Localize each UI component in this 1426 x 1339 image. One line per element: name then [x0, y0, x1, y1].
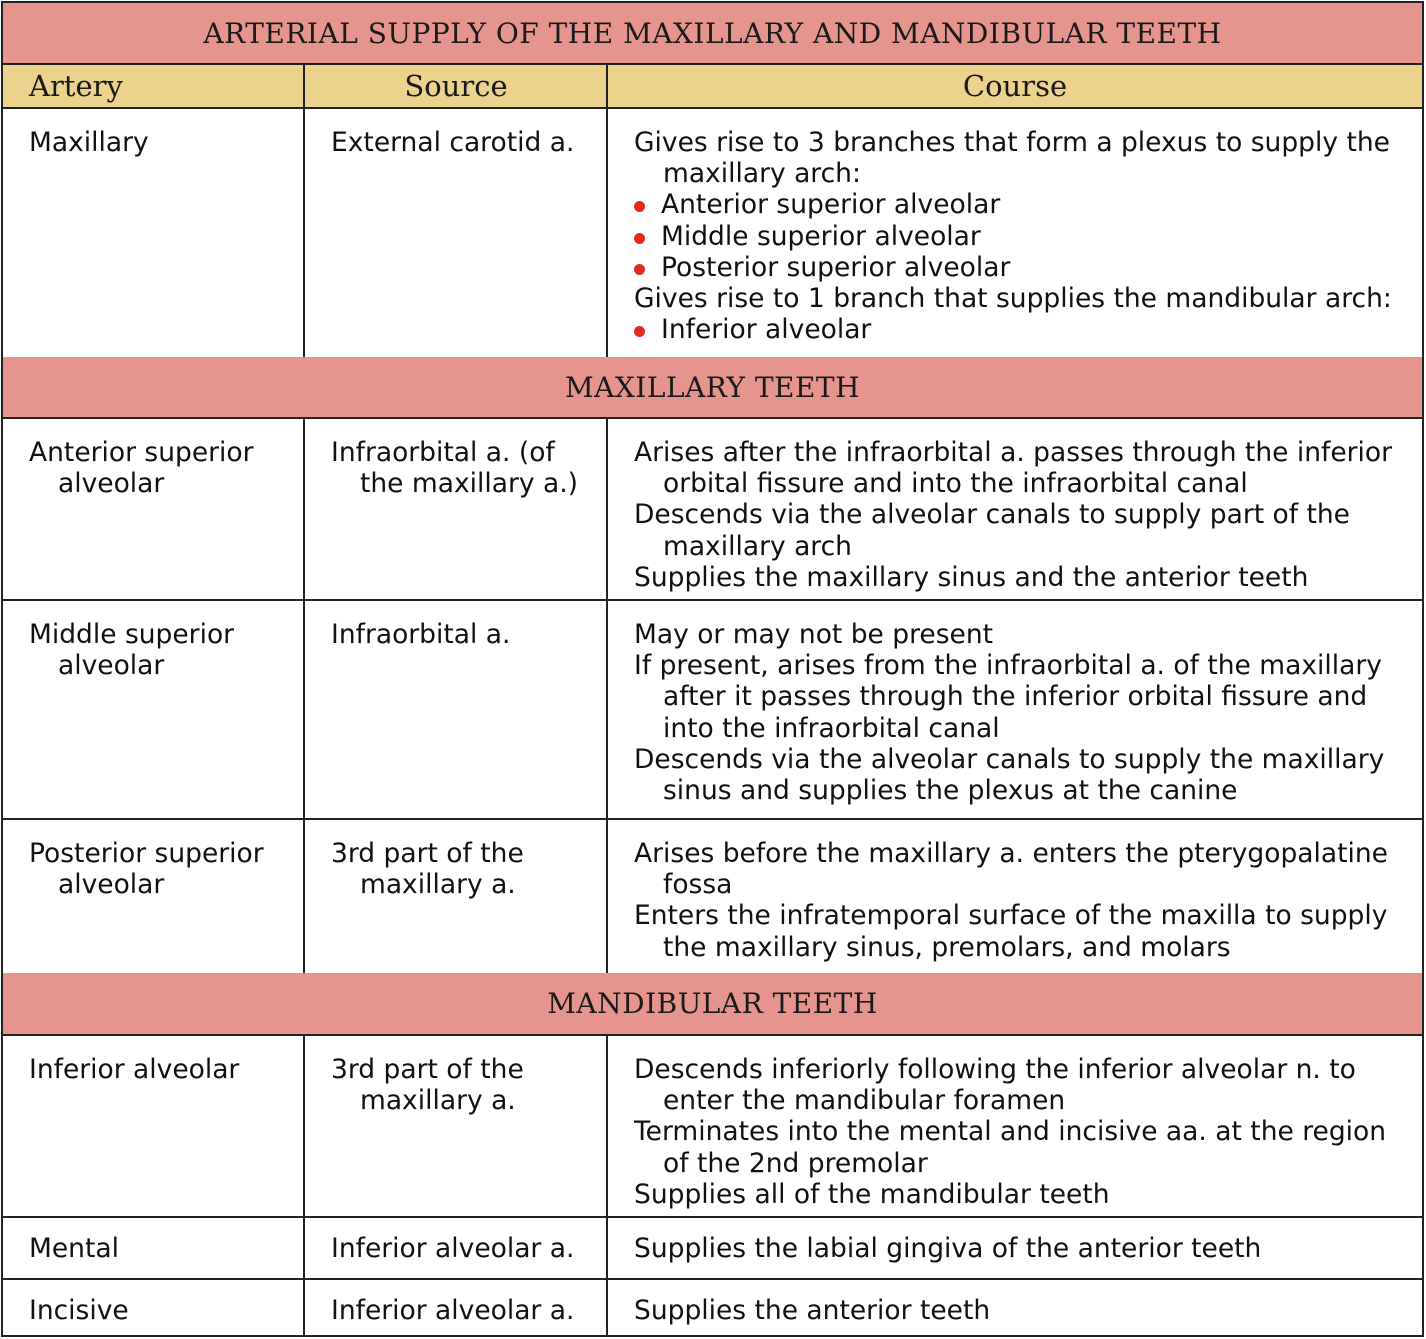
course-text: Descends via the alveolar canals to supply the maxillary sinus and supplies the plexus at the canine: [634, 743, 1385, 807]
bullet-item: Middle superior alveolar: [634, 221, 1412, 252]
section-title: MAXILLARY TEETH: [564, 370, 861, 404]
section-header-maxillary-teeth: [3, 357, 1422, 419]
cell-course: [608, 109, 1422, 357]
artery-name: Incisive: [29, 1295, 129, 1326]
artery-name: Anterior superior alveolar: [29, 437, 254, 500]
column-header-artery: Artery: [29, 69, 123, 103]
course-text: Supplies the anterior teeth: [634, 1295, 991, 1326]
table-row-maxillary: [3, 109, 1422, 359]
cell-course: [608, 820, 1422, 973]
course-text: Terminates into the mental and incisive aa. at the region of the 2nd premolar: [634, 1116, 1387, 1179]
course-text: Descends inferiorly following the inferior alveolar n. to enter the mandibular foramen: [634, 1054, 1356, 1117]
cell-source: [305, 419, 607, 599]
bullet-item: Inferior alveolar: [634, 314, 1412, 345]
column-header-row: [3, 65, 1422, 109]
table-row: [3, 1280, 1422, 1335]
cell-artery: [3, 1218, 303, 1278]
course-text: Enters the infratemporal surface of the maxilla to supply the maxillary sinus, premolars, and molars: [634, 900, 1388, 963]
bullet-dot-icon: [634, 264, 645, 275]
cell-source: [305, 1036, 607, 1216]
cell-artery: [3, 109, 303, 357]
cell-source: [305, 820, 607, 973]
cell-course: [608, 1036, 1422, 1216]
artery-source: 3rd part of the maxillary a.: [331, 838, 524, 901]
column-header-course: Course: [962, 69, 1068, 103]
bullet-item: Posterior superior alveolar: [634, 252, 1412, 283]
course-text: Arises before the maxillary a. enters the pterygopalatine fossa: [634, 838, 1388, 901]
cell-artery: [3, 601, 303, 818]
artery-name: Inferior alveolar: [29, 1054, 240, 1085]
table-title-text: ARTERIAL SUPPLY OF THE MAXILLARY AND MANDIBULAR TEETH: [203, 16, 1222, 50]
artery-source: Inferior alveolar a.: [331, 1295, 575, 1326]
cell-course: [608, 419, 1422, 599]
artery-name: Middle superior alveolar: [29, 619, 235, 682]
column-header-source: Source: [404, 69, 508, 103]
table-row: [3, 601, 1422, 820]
bullet-dot-icon: [634, 201, 645, 212]
artery-name: Posterior superior alveolar: [29, 838, 264, 901]
cell-artery: [3, 419, 303, 599]
cell-artery: [3, 1280, 303, 1335]
cell-course: [608, 1218, 1422, 1278]
artery-source: Infraorbital a. (of the maxillary a.): [331, 437, 578, 500]
cell-course: [608, 1280, 1422, 1335]
cell-source: [305, 1218, 607, 1278]
artery-name: Maxillary: [29, 127, 149, 158]
bullet-dot-icon: [634, 233, 645, 244]
artery-source: Infraorbital a.: [331, 619, 511, 650]
bullet-dot-icon: [634, 326, 645, 337]
course-text: Supplies all of the mandibular teeth: [634, 1178, 1110, 1210]
artery-name: Mental: [29, 1233, 119, 1264]
cell-artery: [3, 820, 303, 973]
course-text: Arises after the infraorbital a. passes through the inferior orbital fissure and into the infraorbital canal: [634, 437, 1392, 500]
course-text: Supplies the maxillary sinus and the anterior teeth: [634, 561, 1309, 593]
course-text: If present, arises from the infraorbital a. of the maxillary after it passes through the inferior orbital fissure and into the infraorbital canal: [634, 650, 1382, 744]
table-row: [3, 1218, 1422, 1280]
table-row: [3, 419, 1422, 601]
cell-artery: [3, 1036, 303, 1216]
table-row: [3, 1036, 1422, 1218]
table-row: [3, 820, 1422, 975]
course-text: Gives rise to 3 branches that form a plexus to supply the maxillary arch:: [634, 127, 1390, 190]
course-text: Descends via the alveolar canals to supply part of the maxillary arch: [634, 499, 1350, 562]
artery-source: External carotid a.: [331, 127, 575, 158]
course-text: Supplies the labial gingiva of the anterior teeth: [634, 1233, 1262, 1264]
course-text: Gives rise to 1 branch that supplies the mandibular arch:: [634, 283, 1392, 315]
cell-source: [305, 109, 607, 357]
arterial-supply-table: [1, 1, 1424, 1337]
cell-course: [608, 601, 1422, 818]
course-text: May or may not be present: [634, 619, 994, 650]
cell-source: [305, 1280, 607, 1335]
artery-source: 3rd part of the maxillary a.: [331, 1054, 524, 1117]
section-title: MANDIBULAR TEETH: [547, 987, 878, 1020]
section-header-mandibular-teeth: [3, 973, 1422, 1036]
artery-source: Inferior alveolar a.: [331, 1233, 575, 1264]
table-title: [3, 3, 1422, 65]
cell-source: [305, 601, 607, 818]
bullet-item: Anterior superior alveolar: [634, 189, 1412, 220]
